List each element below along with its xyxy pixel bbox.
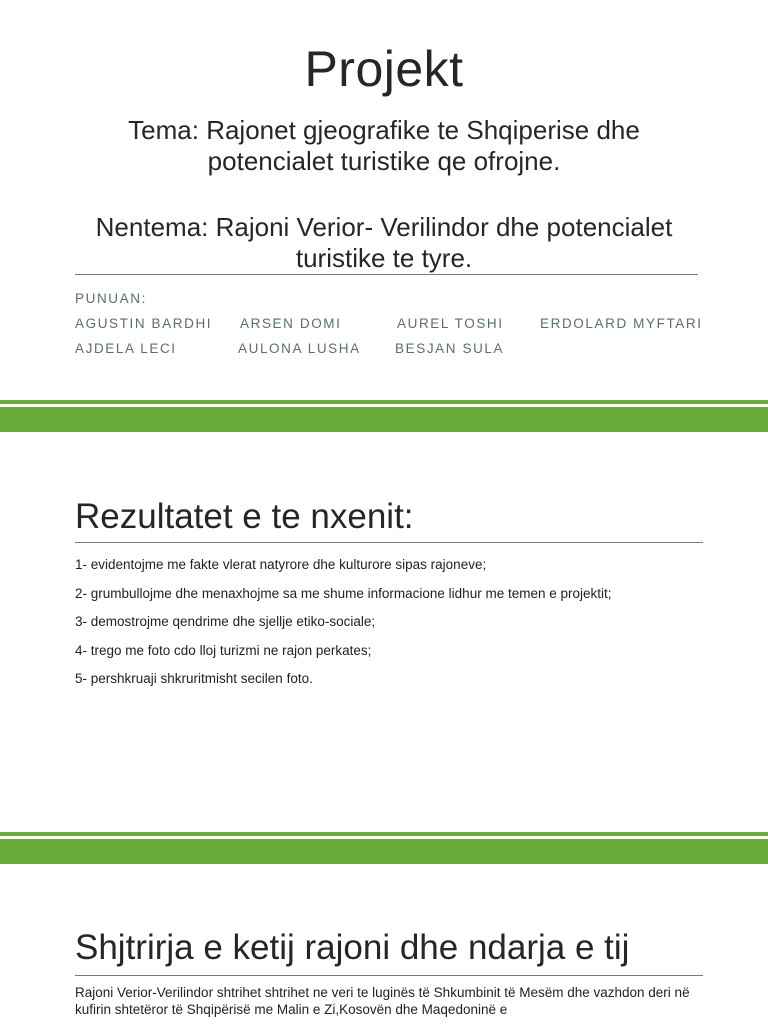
slide-title: Projekt bbox=[304, 41, 464, 97]
outcomes-list bbox=[75, 551, 715, 694]
author-name: ERDOLARD MYFTARI bbox=[540, 316, 703, 331]
outcomes-divider bbox=[75, 542, 703, 543]
list-item: 3- demostrojme qendrime dhe sjellje etiko-sociale; bbox=[75, 614, 376, 629]
separator-highlight bbox=[0, 404, 768, 407]
title-slide bbox=[0, 0, 768, 400]
list-item: 2- grumbullojme dhe menaxhojme sa me shume informacione lidhur me temen e projektit; bbox=[75, 585, 612, 601]
slide-topic: Tema: Rajonet gjeografike te Shqiperise dhe potencialet turistike qe ofrojne. bbox=[128, 115, 640, 176]
title-divider bbox=[75, 274, 698, 275]
separator-highlight bbox=[0, 836, 768, 839]
list-item: 1- evidentojme me fakte vlerat natyrore dhe kulturore sipas rajoneve; bbox=[75, 557, 487, 572]
list-item: 4- trego me foto cdo lloj turizmi ne rajon perkates; bbox=[75, 642, 372, 658]
author-name: AULONA LUSHA bbox=[238, 341, 361, 356]
list-item: 5- pershkruaji shkruritmisht secilen foto. bbox=[75, 671, 313, 686]
author-name: ARSEN DOMI bbox=[240, 316, 342, 331]
author-name: AJDELA LECI bbox=[75, 341, 177, 356]
author-name: AUREL TOSHI bbox=[397, 316, 504, 331]
region-divider bbox=[75, 975, 703, 976]
slide-subtopic: Nentema: Rajoni Verior- Verilindor dhe potencialet turistike te tyre. bbox=[95, 212, 673, 273]
region-title: Shjtrirja e ketij rajoni dhe ndarja e tij bbox=[75, 928, 630, 967]
authors-label: PUNUAN: bbox=[75, 291, 147, 306]
region-paragraph: Rajoni Verior-Verilindor shtrihet shtrihet ne veri te luginës të Shkumbinit të Mesëm dhe vazhdon deri në kufirin shtetëror të Shqipërisë me Malin e Zi,Kosovën dhe Maqedoninë e bbox=[75, 985, 690, 1017]
outcomes-title: Rezultatet e te nxenit: bbox=[75, 497, 414, 536]
author-name: AGUSTIN BARDHI bbox=[75, 316, 213, 331]
author-name: BESJAN SULA bbox=[395, 341, 505, 356]
